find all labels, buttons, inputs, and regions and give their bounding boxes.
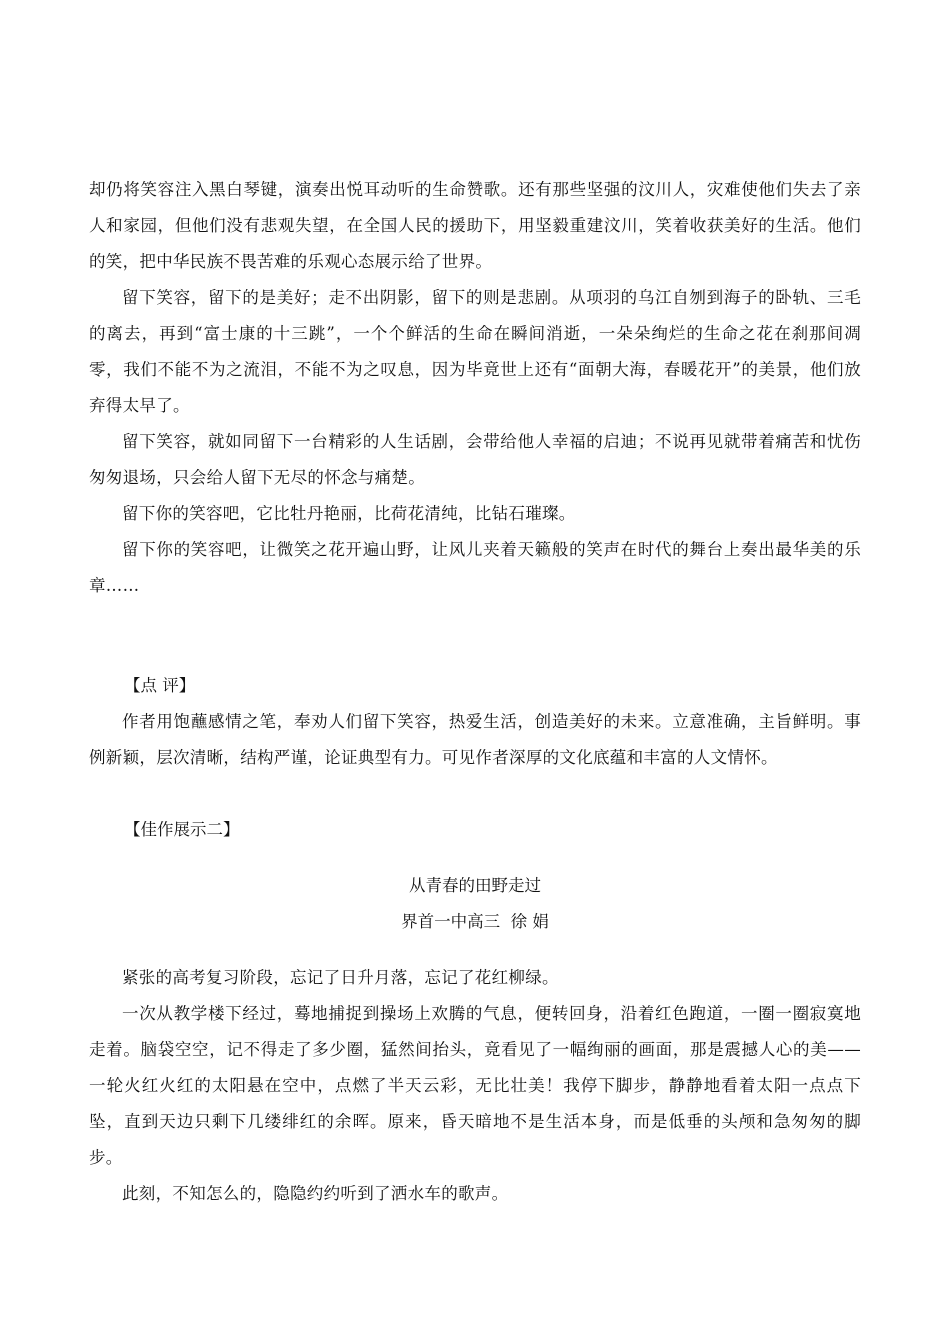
essay-paragraph: 留下你的笑容吧，让微笑之花开遍山野，让风儿夹着天籁般的笑声在时代的舞台上奏出最华美的乐章…… [89,540,861,595]
essay-one-continuation [89,172,861,604]
essay-paragraph: 却仍将笑容注入黑白琴键，演奏出悦耳动听的生命赞歌。还有那些坚强的汶川人，灾难使他们失去了亲人和家园，但他们没有悲观失望，在全国人民的援助下，用坚毅重建汶川，笑着收获美好的生活。他们的笑，把中华民族不畏苦难的乐观心态展示给了世界。 [89,180,861,271]
essay-author: 界首一中高三 徐 娟 [401,912,549,931]
comment-block [89,704,861,776]
essay-paragraph: 紧张的高考复习阶段，忘记了日升月落，忘记了花红柳绿。 [122,968,559,987]
essay-paragraph: 留下笑容，就如同留下一台精彩的人生话剧，会带给他人幸福的启迪；不说再见就带着痛苦和忧伤匆匆退场，只会给人留下无尽的怀念与痛楚。 [89,432,861,487]
essay-paragraph: 留下笑容，留下的是美好；走不出阴影，留下的则是悲剧。从项羽的乌江自刎到海子的卧轨、三毛的离去，再到“富士康的十三跳”，一个个鲜活的生命在瞬间消逝，一朵朵绚烂的生命之花在刹那间凋零，我们不能不为之流泪，不能不为之叹息，因为毕竟世上还有“面朝大海，春暖花开”的美景，他们放弃得太早了。 [89,288,861,415]
essay-paragraph: 此刻，不知怎么的，隐隐约约听到了洒水车的歌声。 [122,1184,509,1203]
essay-paragraph: 留下你的笑容吧，它比牡丹艳丽，比荷花清纯，比钻石璀璨。 [122,504,576,523]
essay-two-body [89,960,861,1212]
comment-text: 作者用饱蘸感情之笔，奉劝人们留下笑容，热爱生活，创造美好的未来。立意准确，主旨鲜明。事例新颖，层次清晰，结构严谨，论证典型有力。可见作者深厚的文化底蕴和丰富的人文情怀。 [89,712,861,767]
showcase-heading: 【佳作展示二】 [124,820,240,839]
essay-title: 从青春的田野走过 [409,876,541,895]
comment-heading: 【点 评】 [124,676,196,695]
essay-paragraph: 一次从教学楼下经过，蓦地捕捉到操场上欢腾的气息，便转回身，沿着红色跑道，一圈一圈寂寞地走着。脑袋空空，记不得走了多少圈，猛然间抬头，竟看见了一幅绚丽的画面，那是震撼人心的美——一轮火红火红的太阳悬在空中，点燃了半天云彩，无比壮美！我停下脚步，静静地看着太阳一点点下坠，直到天边只剩下几缕绯红的余晖。原来，昏天暗地不是生活本身，而是低垂的头颅和急匆匆的脚步。 [89,1004,861,1167]
